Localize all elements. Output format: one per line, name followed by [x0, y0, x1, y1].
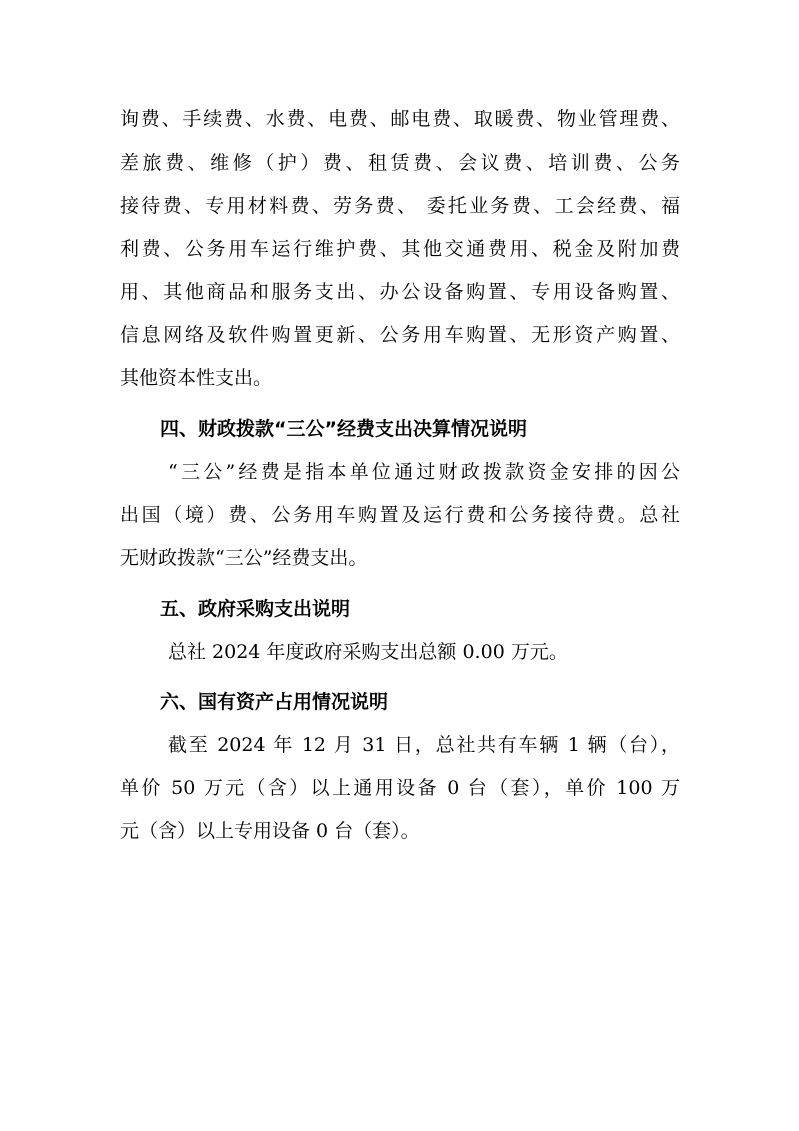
section-heading: 五、政府采购支出说明 — [160, 598, 351, 620]
paragraph-line: 无财政拨款“三公”经费支出。 — [120, 547, 368, 569]
paragraph-line: 出国（境）费、公务用车购置及运行费和公务接待费。总社 — [120, 504, 680, 526]
paragraph-line: 单价 50 万元（含）以上通用设备 0 台（套），单价 100 万 — [120, 777, 680, 799]
paragraph-line: 差旅费、维修（护）费、租赁费、会议费、培训费、公务 — [120, 152, 680, 174]
paragraph-line: 元（含）以上专用设备 0 台（套）。 — [120, 820, 420, 842]
paragraph-line: “三公”经费是指本单位通过财政拨款资金安排的因公 — [168, 461, 680, 483]
paragraph-line: 截至 2024 年 12 月 31 日，总社共有车辆 1 辆（台）， — [168, 734, 680, 756]
paragraph-line: 其他资本性支出。 — [120, 367, 273, 389]
section-heading: 六、国有资产占用情况说明 — [160, 691, 389, 713]
paragraph-line: 总社 2024 年度政府采购支出总额 0.00 万元。 — [168, 641, 568, 663]
paragraph-line: 用、其他商品和服务支出、办公设备购置、专用设备购置、 — [120, 281, 680, 303]
paragraph-line: 接待费、专用材料费、劳务费、 委托业务费、工会经费、福 — [120, 195, 680, 217]
paragraph-line: 信息网络及软件购置更新、公务用车购置、无形资产购置、 — [120, 324, 680, 346]
paragraph-line: 利费、公务用车运行维护费、其他交通费用、税金及附加费 — [120, 238, 680, 260]
paragraph-line: 询费、手续费、水费、电费、邮电费、取暖费、物业管理费、 — [120, 108, 680, 130]
section-heading: 四、财政拨款“三公”经费支出决算情况说明 — [160, 418, 527, 440]
